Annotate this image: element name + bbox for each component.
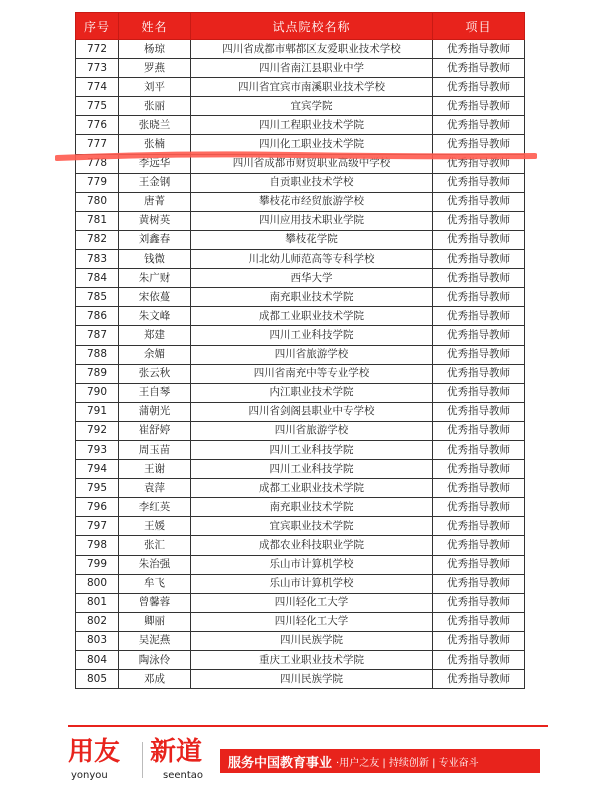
cell-school: 攀枝花市经贸旅游学校: [191, 192, 433, 211]
cell-name: 钱微: [119, 250, 191, 269]
cell-school: 四川省南充中等专业学校: [191, 364, 433, 383]
cell-school: 四川轻化工大学: [191, 612, 433, 631]
cell-name: 张楠: [119, 135, 191, 154]
table-row: [76, 326, 525, 345]
cell-name: 王谢: [119, 460, 191, 479]
cell-school: 四川省成都市财贸职业高级中学校: [191, 154, 433, 173]
cell-name: 周玉苗: [119, 440, 191, 459]
cell-project: 优秀指导教师: [433, 269, 525, 288]
table-row: [76, 307, 525, 326]
cell-index: 780: [76, 192, 119, 211]
cell-project: 优秀指导教师: [433, 250, 525, 269]
cell-name: 郑建: [119, 326, 191, 345]
table-row: [76, 517, 525, 536]
cell-project: 优秀指导教师: [433, 116, 525, 135]
cell-index: 776: [76, 116, 119, 135]
cell-project: 优秀指导教师: [433, 135, 525, 154]
table-row: [76, 402, 525, 421]
cell-name: 牟飞: [119, 574, 191, 593]
cell-index: 788: [76, 345, 119, 364]
cell-school: 自贡职业技术学校: [191, 173, 433, 192]
cell-name: 唐菁: [119, 192, 191, 211]
cell-index: 778: [76, 154, 119, 173]
cell-index: 804: [76, 651, 119, 670]
cell-school: 四川工业科技学院: [191, 460, 433, 479]
cell-school: 四川省旅游学校: [191, 421, 433, 440]
table-row: [76, 479, 525, 498]
cell-project: 优秀指导教师: [433, 154, 525, 173]
cell-school: 乐山市计算机学校: [191, 574, 433, 593]
cell-project: 优秀指导教师: [433, 631, 525, 650]
cell-index: 802: [76, 612, 119, 631]
cell-project: 优秀指导教师: [433, 460, 525, 479]
cell-index: 795: [76, 479, 119, 498]
cell-index: 801: [76, 593, 119, 612]
cell-school: 内江职业技术学院: [191, 383, 433, 402]
cell-project: 优秀指导教师: [433, 440, 525, 459]
header-school: 试点院校名称: [191, 13, 433, 40]
cell-index: 782: [76, 230, 119, 249]
cell-project: 优秀指导教师: [433, 593, 525, 612]
cell-index: 774: [76, 78, 119, 97]
cell-school: 宜宾学院: [191, 97, 433, 116]
footer-divider: [68, 725, 548, 727]
cell-index: 773: [76, 59, 119, 78]
cell-name: 王自琴: [119, 383, 191, 402]
award-list-sheet: [75, 12, 524, 689]
cell-name: 张云秋: [119, 364, 191, 383]
cell-name: 余媚: [119, 345, 191, 364]
cell-project: 优秀指导教师: [433, 517, 525, 536]
table-row: [76, 250, 525, 269]
cell-index: 784: [76, 269, 119, 288]
cell-index: 786: [76, 307, 119, 326]
cell-index: 790: [76, 383, 119, 402]
cell-project: 优秀指导教师: [433, 536, 525, 555]
cell-index: 791: [76, 402, 119, 421]
cell-project: 优秀指导教师: [433, 555, 525, 574]
table-header-row: [76, 13, 525, 40]
cell-name: 黄树英: [119, 211, 191, 230]
cell-index: 792: [76, 421, 119, 440]
table-row: [76, 154, 525, 173]
cell-project: 优秀指导教师: [433, 40, 525, 59]
cell-project: 优秀指导教师: [433, 230, 525, 249]
cell-name: 王金钢: [119, 173, 191, 192]
cell-project: 优秀指导教师: [433, 59, 525, 78]
cell-school: 成都工业职业技术学院: [191, 307, 433, 326]
cell-school: 南充职业技术学院: [191, 498, 433, 517]
cell-index: 803: [76, 631, 119, 650]
cell-name: 陶泳伶: [119, 651, 191, 670]
cell-project: 优秀指导教师: [433, 479, 525, 498]
cell-name: 蒲朝光: [119, 402, 191, 421]
cell-name: 袁萍: [119, 479, 191, 498]
table-row: [76, 670, 525, 689]
cell-school: 攀枝花学院: [191, 230, 433, 249]
cell-school: 成都农业科技职业学院: [191, 536, 433, 555]
cell-school: 四川省剑阁县职业中专学校: [191, 402, 433, 421]
cell-index: 789: [76, 364, 119, 383]
cell-school: 乐山市计算机学校: [191, 555, 433, 574]
cell-index: 781: [76, 211, 119, 230]
table-row: [76, 460, 525, 479]
cell-name: 朱广财: [119, 269, 191, 288]
cell-project: 优秀指导教师: [433, 345, 525, 364]
cell-name: 曾馨蓉: [119, 593, 191, 612]
table-row: [76, 555, 525, 574]
cell-index: 800: [76, 574, 119, 593]
table-row: [76, 364, 525, 383]
cell-index: 798: [76, 536, 119, 555]
table-body: [76, 40, 525, 689]
cell-index: 777: [76, 135, 119, 154]
cell-school: 四川民族学院: [191, 670, 433, 689]
cell-name: 张汇: [119, 536, 191, 555]
cell-school: 宜宾职业技术学院: [191, 517, 433, 536]
cell-project: 优秀指导教师: [433, 421, 525, 440]
cell-index: 796: [76, 498, 119, 517]
cell-school: 四川化工职业技术学院: [191, 135, 433, 154]
header-project: 项目: [433, 13, 525, 40]
cell-name: 杨琼: [119, 40, 191, 59]
table-row: [76, 230, 525, 249]
cell-index: 793: [76, 440, 119, 459]
table-row: [76, 345, 525, 364]
slogan-main: 服务中国教育事业: [228, 755, 333, 771]
cell-name: 李红英: [119, 498, 191, 517]
cell-name: 崔舒婷: [119, 421, 191, 440]
cell-school: 川北幼儿师范高等专科学校: [191, 250, 433, 269]
logo-separator: [142, 742, 143, 778]
yonyou-logo-sub: yonyou: [71, 770, 108, 781]
table-row: [76, 211, 525, 230]
yonyou-logo: 用友: [68, 737, 121, 767]
cell-school: 四川省宜宾市南溪职业技术学校: [191, 78, 433, 97]
cell-name: 刘平: [119, 78, 191, 97]
header-index: 序号: [76, 13, 119, 40]
cell-name: 李远华: [119, 154, 191, 173]
cell-name: 邓成: [119, 670, 191, 689]
cell-project: 优秀指导教师: [433, 612, 525, 631]
table-row: [76, 498, 525, 517]
cell-school: 四川工程职业技术学院: [191, 116, 433, 135]
cell-school: 成都工业职业技术学院: [191, 479, 433, 498]
cell-index: 805: [76, 670, 119, 689]
cell-name: 王媛: [119, 517, 191, 536]
cell-school: 重庆工业职业技术学院: [191, 651, 433, 670]
cell-project: 优秀指导教师: [433, 498, 525, 517]
cell-project: 优秀指导教师: [433, 192, 525, 211]
cell-name: 张晓兰: [119, 116, 191, 135]
cell-index: 779: [76, 173, 119, 192]
table-row: [76, 612, 525, 631]
cell-name: 宋依蔓: [119, 288, 191, 307]
cell-project: 优秀指导教师: [433, 383, 525, 402]
cell-school: 四川轻化工大学: [191, 593, 433, 612]
cell-index: 799: [76, 555, 119, 574]
cell-project: 优秀指导教师: [433, 574, 525, 593]
table-row: [76, 40, 525, 59]
cell-name: 张丽: [119, 97, 191, 116]
cell-project: 优秀指导教师: [433, 78, 525, 97]
cell-school: 四川省旅游学校: [191, 345, 433, 364]
cell-project: 优秀指导教师: [433, 364, 525, 383]
table-row: [76, 288, 525, 307]
cell-school: 四川省成都市郫都区友爱职业技术学校: [191, 40, 433, 59]
table-row: [76, 116, 525, 135]
slogan-banner: [220, 749, 540, 773]
table-row: [76, 59, 525, 78]
cell-project: 优秀指导教师: [433, 670, 525, 689]
table-row: [76, 269, 525, 288]
table-row: [76, 421, 525, 440]
cell-index: 775: [76, 97, 119, 116]
award-table: [75, 12, 525, 689]
cell-name: 刘鑫春: [119, 230, 191, 249]
cell-name: 朱治强: [119, 555, 191, 574]
cell-school: 四川应用技术职业学院: [191, 211, 433, 230]
table-row: [76, 593, 525, 612]
table-row: [76, 173, 525, 192]
cell-project: 优秀指导教师: [433, 651, 525, 670]
cell-project: 优秀指导教师: [433, 97, 525, 116]
cell-name: 朱文峰: [119, 307, 191, 326]
cell-index: 787: [76, 326, 119, 345]
cell-project: 优秀指导教师: [433, 307, 525, 326]
table-row: [76, 383, 525, 402]
seentao-logo-sub: seentao: [163, 770, 204, 781]
cell-index: 794: [76, 460, 119, 479]
table-row: [76, 536, 525, 555]
table-row: [76, 631, 525, 650]
cell-school: 西华大学: [191, 269, 433, 288]
cell-name: 吴泥燕: [119, 631, 191, 650]
cell-name: 卿丽: [119, 612, 191, 631]
cell-school: 四川省南江县职业中学: [191, 59, 433, 78]
slogan-sub: ·用户之友 | 持续创新 | 专业奋斗: [336, 757, 479, 769]
cell-project: 优秀指导教师: [433, 402, 525, 421]
cell-project: 优秀指导教师: [433, 288, 525, 307]
cell-school: 南充职业技术学院: [191, 288, 433, 307]
cell-school: 四川工业科技学院: [191, 440, 433, 459]
cell-index: 785: [76, 288, 119, 307]
cell-project: 优秀指导教师: [433, 211, 525, 230]
cell-school: 四川民族学院: [191, 631, 433, 650]
cell-index: 772: [76, 40, 119, 59]
cell-index: 797: [76, 517, 119, 536]
table-row: [76, 97, 525, 116]
table-row: [76, 192, 525, 211]
table-row: [76, 78, 525, 97]
table-row: [76, 440, 525, 459]
cell-project: 优秀指导教师: [433, 173, 525, 192]
seentao-logo: 新道: [150, 737, 203, 767]
cell-index: 783: [76, 250, 119, 269]
cell-project: 优秀指导教师: [433, 326, 525, 345]
cell-school: 四川工业科技学院: [191, 326, 433, 345]
table-row: [76, 574, 525, 593]
table-row: [76, 135, 525, 154]
cell-name: 罗燕: [119, 59, 191, 78]
table-row: [76, 651, 525, 670]
header-name: 姓名: [119, 13, 191, 40]
